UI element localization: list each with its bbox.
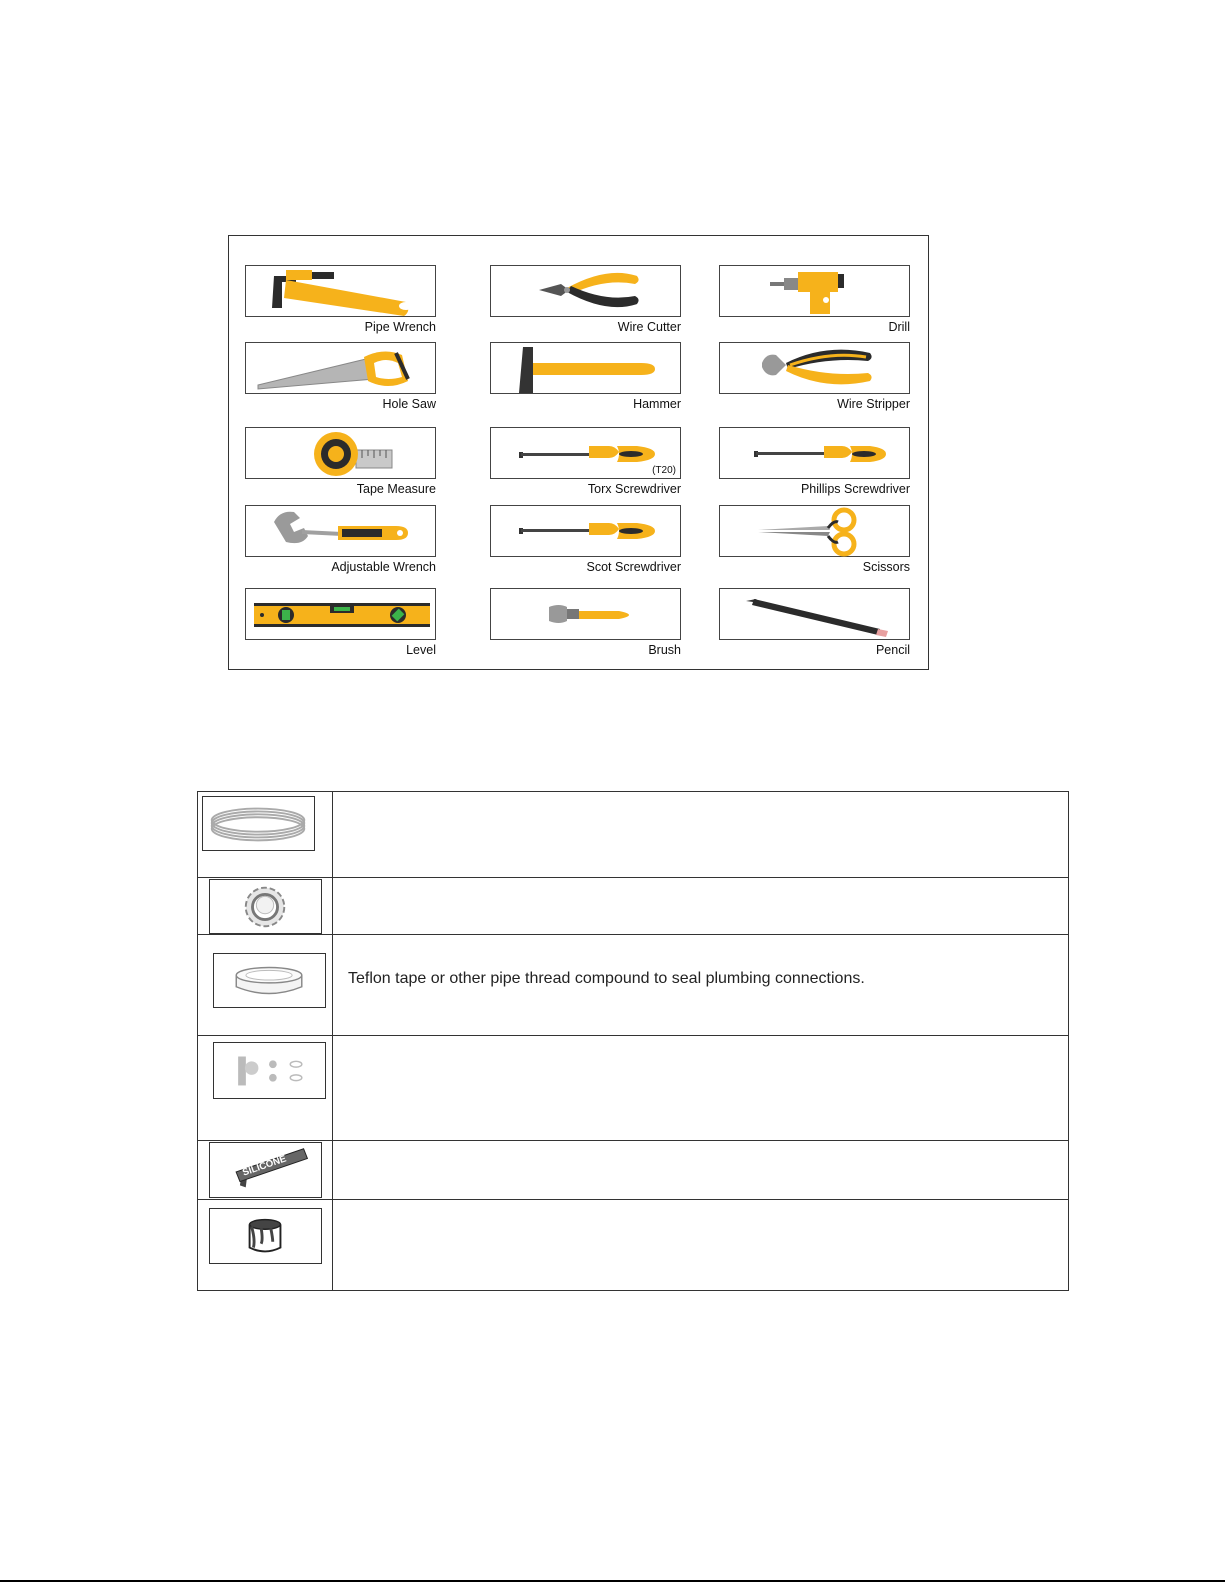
fittings-hardware-icon (213, 1042, 326, 1099)
tools-panel (228, 235, 929, 670)
pencil-icon (719, 588, 910, 640)
tool-card-adjustable-wrench (245, 505, 436, 574)
supply-row-paint-can (198, 1200, 1068, 1292)
wire-stripper-icon (719, 342, 910, 394)
scissors-icon (719, 505, 910, 557)
drill-icon (719, 265, 910, 317)
lock-nut-icon (209, 879, 322, 934)
tool-card-drill (719, 265, 910, 334)
hammer-icon (490, 342, 681, 394)
tool-card-phillips-screwdriver (719, 427, 910, 496)
tool-card-tape-measure (245, 427, 436, 496)
tool-label: Pipe Wrench (364, 320, 436, 334)
torx-screwdriver-icon (490, 427, 681, 479)
page-bottom-rule (0, 1580, 1225, 1582)
tool-card-level (245, 588, 436, 657)
tool-label: Wire Stripper (837, 397, 910, 411)
tool-label: Torx Screwdriver (587, 482, 681, 496)
supply-row-teflon-tape (198, 935, 1068, 1036)
tool-label: Adjustable Wrench (331, 560, 436, 574)
tool-card-pencil (719, 588, 910, 657)
tool-label: Wire Cutter (617, 320, 681, 334)
tool-card-pipe-wrench (245, 265, 436, 334)
supply-row-wire-coil (198, 792, 1068, 878)
supply-description: Teflon tape or other pipe thread compound to seal plumbing connections. (348, 970, 865, 987)
tool-label: Phillips Screwdriver (800, 482, 910, 496)
brush-icon (490, 588, 681, 640)
teflon-tape-icon (213, 953, 326, 1008)
supplies-table (197, 791, 1069, 1291)
tool-label: Tape Measure (356, 482, 436, 496)
torx-size-note: (T20) (652, 465, 676, 476)
tool-card-torx-screwdriver (490, 427, 681, 496)
tool-label: Hammer (633, 397, 681, 411)
tool-label: Drill (888, 320, 910, 334)
pipe-wrench-icon (245, 265, 436, 317)
adjustable-wrench-icon (245, 505, 436, 557)
silicone-caulk-gun-icon (209, 1142, 322, 1198)
tool-card-brush (490, 588, 681, 657)
tool-label: Level (406, 643, 436, 657)
supply-row-silicone (198, 1141, 1068, 1200)
tape-measure-icon (245, 427, 436, 479)
tool-card-scot-screwdriver (490, 505, 681, 574)
tool-label: Scot Screwdriver (586, 560, 681, 574)
tool-label: Brush (648, 643, 681, 657)
tool-card-wire-cutter (490, 265, 681, 334)
tool-label: Scissors (862, 560, 910, 574)
tool-card-hole-saw (245, 342, 436, 411)
tool-card-scissors (719, 505, 910, 574)
hole-saw-icon (245, 342, 436, 394)
tool-label: Pencil (875, 643, 910, 657)
tool-card-wire-stripper (719, 342, 910, 411)
scot-screwdriver-icon (490, 505, 681, 557)
phillips-screwdriver-icon (719, 427, 910, 479)
paint-can-icon (209, 1208, 322, 1264)
supply-row-lock-nut (198, 878, 1068, 935)
wire-cutter-icon (490, 265, 681, 317)
supply-row-fittings (198, 1036, 1068, 1141)
tool-label: Hole Saw (382, 397, 436, 411)
wire-coil-icon (202, 796, 315, 851)
level-icon (245, 588, 436, 640)
silicone-brand-text: SILICONE (241, 1153, 288, 1179)
tool-card-hammer (490, 342, 681, 411)
